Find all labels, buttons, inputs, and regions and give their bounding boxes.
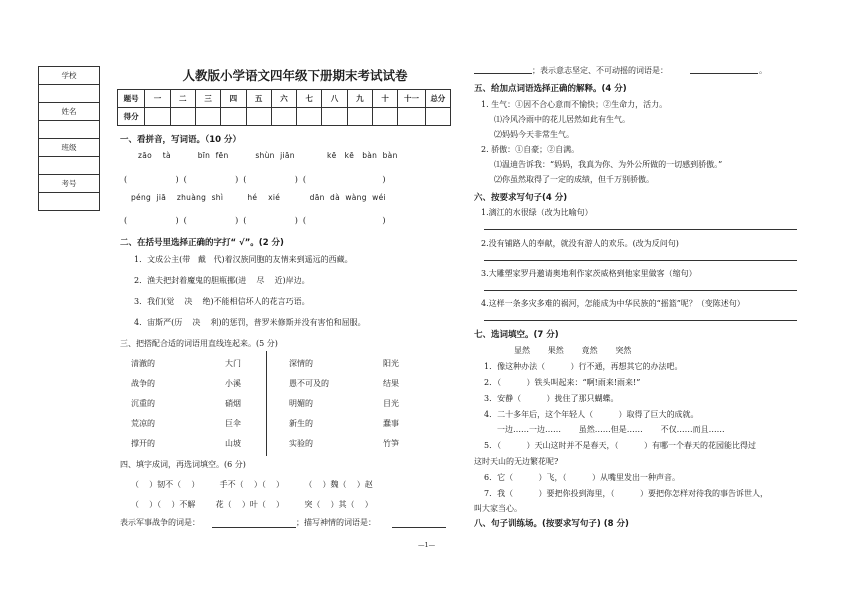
period-mark: 。 (759, 66, 767, 75)
page-title: 人教版小学语文四年级下册期末考试试卷 (182, 68, 408, 83)
school-field[interactable] (39, 85, 100, 103)
section-3-title: 三、把搭配合适的词语用直线连起来。(5 分) (120, 339, 278, 348)
match-word: 深情的 (289, 359, 313, 368)
sentence-line: ⑴冷风冷雨中的花儿居然如此有生气。 (494, 115, 630, 124)
word-bank: 显然 果然 竟然 突然 (514, 346, 632, 355)
match-word: 蠢事 (383, 419, 399, 428)
section-6-title: 六、按要求写句子(4 分) (474, 193, 568, 203)
sentence-line: ⑵你虽然取得了一定的成绩，但千万别骄傲。 (494, 175, 654, 184)
fill-blank-line-continued: 这时天山的无边繁花呢? (474, 457, 559, 466)
answer-line[interactable] (212, 527, 296, 528)
score-cell[interactable] (145, 108, 170, 126)
fill-word-row-1[interactable]: （ ）韧不（ ） 手不（ ）（ ） （ ）魏（ ）赵 (131, 480, 373, 489)
fill-blank-line[interactable]: 7．我（ ）要把你投到海里，（ ）要把你怎样对待我的事告诉世人， (484, 489, 768, 498)
choice-item: 2．渔夫把封着魔鬼的胆瓶挪(进 尽 近)岸边。 (134, 276, 310, 285)
score-cell[interactable] (221, 108, 246, 126)
fill-blank-line[interactable]: 5．（ ）天山这时并不是春天，（ ）有哪一个春天的花园能比得过 (484, 441, 756, 450)
answer-line[interactable] (690, 73, 758, 74)
match-word: 荒凉的 (131, 419, 155, 428)
score-cell[interactable] (398, 108, 425, 126)
choice-item: 4．宙斯严(历 决 利)的惩罚，普罗米修斯并没有害怕和屈服。 (134, 318, 366, 327)
score-header-cell: 九 (347, 90, 372, 108)
fill-blank-line[interactable]: 2．（ ）铁头叫起来：“啊!雨来!雨来!” (484, 378, 641, 387)
match-word: 阳光 (383, 359, 399, 368)
score-header-cell: 八 (322, 90, 347, 108)
fill-blank-line-continued: 叫大家当心。 (474, 504, 522, 513)
rewrite-item: 1.漓江的水很绿（改为比喻句） (481, 208, 593, 217)
match-word: 战争的 (131, 379, 155, 388)
match-word: 结果 (383, 379, 399, 388)
word-bank-conjunctions: 一边……一边…… 虽然……但是…… 不仅……而且…… (497, 425, 725, 434)
score-header-cell: 十一 (398, 90, 425, 108)
section-2-title: 二、在括号里选择正确的字打“ √”。(2 分) (120, 238, 284, 248)
fill-blank-line[interactable]: 1．像这种办法（ ）行不通，再想其它的办法吧。 (484, 362, 683, 371)
exam-number-label: 考号 (39, 175, 100, 193)
score-header-cell: 六 (271, 90, 296, 108)
sentence-line: ⑴温迪告诉我：“妈妈，我真为你、为外公所做的一切感到骄傲。” (494, 160, 723, 169)
choice-item: 3．我们(觉 决 绝)不能相信坏人的花言巧语。 (134, 297, 310, 306)
score-header-cell: 题号 (118, 90, 145, 108)
fill-blank-line[interactable]: 4．二十多年后，这个年轻人（ ）取得了巨大的成就。 (484, 410, 699, 419)
fill-word-row-2[interactable]: （ ）（ ）不解 花（ ）叶（ ） 突（ ）其（ ） (131, 500, 373, 509)
match-word: 小溪 (225, 379, 241, 388)
answer-line[interactable] (484, 229, 797, 230)
name-field[interactable] (39, 121, 100, 139)
answer-brackets-row-2[interactable]: ( ) ( ) ( ) ( ) (124, 216, 386, 225)
pinyin-row-1: zāo tà bīn fēn shùn jiān kē kē bàn bàn (138, 151, 398, 160)
fill-blank-line[interactable]: 6．它（ ）飞，（ ）从嘴里发出一种声音。 (484, 473, 680, 482)
section-4-title: 四、填字成词，再选词填空。(6 分) (120, 460, 246, 469)
score-header-cell: 总分 (425, 90, 450, 108)
score-cell[interactable] (373, 108, 398, 126)
score-table (117, 89, 451, 126)
match-word: 大门 (225, 359, 241, 368)
match-word: 清澈的 (131, 359, 155, 368)
rewrite-item: 3.大雕塑家罗丹邀请奥地利作家茨威格到他家里做客（缩句） (481, 269, 697, 278)
score-header-cell: 一 (145, 90, 170, 108)
section-7-title: 七、选词填空。(7 分) (474, 330, 559, 340)
match-word: 硝烟 (225, 399, 241, 408)
definition-line: 2. 骄傲：①自豪；②自满。 (481, 145, 580, 154)
section-8-title: 八、句子训练场。(按要求写句子) (8 分) (474, 519, 629, 529)
score-cell[interactable] (271, 108, 296, 126)
section-1-title: 一、看拼音，写词语。（10 分） (120, 135, 242, 145)
section-5-title: 五、给加点词语选择正确的解释。(4 分) (474, 84, 627, 94)
answer-brackets-row-1[interactable]: ( ) ( ) ( ) ( ) (124, 175, 386, 184)
match-word: 撑开的 (131, 439, 155, 448)
rewrite-item: 4.这样一条多灾多难的祸河，怎能成为中华民族的“摇篮”呢？（变陈述句） (481, 299, 745, 308)
score-header-cell: 四 (221, 90, 246, 108)
page-number: —1— (418, 541, 436, 549)
column-divider (266, 351, 267, 456)
answer-line[interactable] (392, 527, 446, 528)
score-cell[interactable] (347, 108, 372, 126)
score-cell[interactable] (297, 108, 322, 126)
class-field[interactable] (39, 157, 100, 175)
score-header-cell: 二 (170, 90, 195, 108)
exam-number-field[interactable] (39, 193, 100, 211)
fill-blank-line[interactable]: 3．安静（ ）拢住了那只蝴蝶。 (484, 394, 619, 403)
answer-line[interactable] (484, 290, 797, 291)
match-word: 愚不可及的 (289, 379, 329, 388)
match-word: 目光 (383, 399, 399, 408)
score-header-cell: 七 (297, 90, 322, 108)
match-word: 实验的 (289, 439, 313, 448)
name-label: 姓名 (39, 103, 100, 121)
match-word: 明媚的 (289, 399, 313, 408)
pinyin-row-2: péng jiā zhuàng shì hé xié dān dà wàng wéi (131, 193, 386, 202)
rewrite-item: 2.没有铺路人的奉献，就没有游人的欢乐。(改为反问句) (481, 239, 679, 248)
definition-line: 1. 生气：①因不合心意而不愉快；②生命力，活力。 (481, 100, 668, 109)
score-row-label: 得分 (118, 108, 145, 126)
score-cell[interactable] (425, 108, 450, 126)
match-word: 山坡 (225, 439, 241, 448)
school-label: 学校 (39, 67, 100, 85)
question-military-words: 表示军事战争的词是： (120, 518, 200, 527)
match-word: 竹笋 (383, 439, 399, 448)
score-header-cell: 三 (195, 90, 220, 108)
score-cell[interactable] (246, 108, 271, 126)
sentence-line: ⑵妈妈今天非常生气。 (494, 130, 574, 139)
score-cell[interactable] (322, 108, 347, 126)
class-label: 班级 (39, 139, 100, 157)
match-word: 巨伞 (225, 419, 241, 428)
score-header-cell: 十 (373, 90, 398, 108)
match-word: 沉重的 (131, 399, 155, 408)
answer-line[interactable] (474, 73, 532, 74)
answer-line[interactable] (484, 260, 797, 261)
student-info-table (38, 66, 100, 211)
choice-item: 1．文成公主(带 戴 代)着汉族同胞的友情来到遥远的西藏。 (134, 255, 353, 264)
score-cell[interactable] (195, 108, 220, 126)
answer-line[interactable] (484, 320, 797, 321)
score-header-cell: 五 (246, 90, 271, 108)
question-firm-will-words: ；表示意志坚定、不可动摇的词语是： (532, 66, 668, 75)
score-cell[interactable] (170, 108, 195, 126)
question-expression-words: ；描写神情的词语是： (296, 518, 376, 527)
match-word: 新生的 (289, 419, 313, 428)
